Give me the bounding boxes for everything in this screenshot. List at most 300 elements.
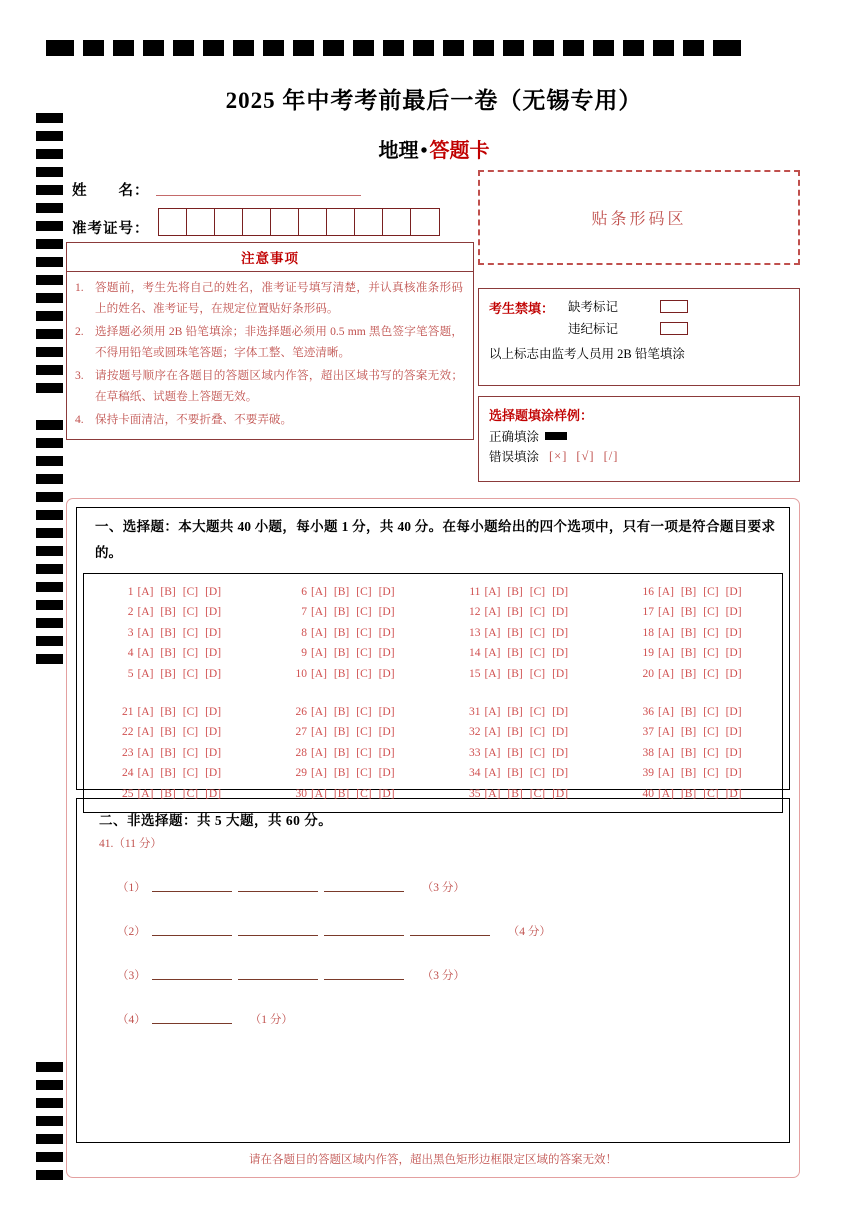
choice-question-number: 15 — [468, 667, 481, 680]
choice-option-bubble[interactable]: [A] — [657, 767, 674, 780]
choice-row[interactable] — [117, 643, 228, 663]
choice-option-bubble[interactable]: [C] — [356, 647, 372, 660]
invigilator-mark-checkbox[interactable] — [660, 300, 688, 313]
sub-question-tag: （2） — [117, 926, 146, 938]
ticket-number-input[interactable] — [158, 208, 440, 236]
choice-option-bubble[interactable]: [C] — [703, 667, 719, 680]
choice-option-bubble[interactable]: [D] — [552, 667, 569, 680]
choice-option-bubble[interactable]: [B] — [160, 626, 176, 639]
choice-option-bubble[interactable]: [B] — [507, 606, 523, 619]
choice-question-number: 31 — [468, 705, 481, 718]
sub-question-points: （3 分） — [421, 970, 465, 982]
choice-option-bubble[interactable]: [A] — [484, 705, 501, 718]
notice-list — [67, 272, 473, 439]
choice-option-bubble[interactable]: [C] — [356, 667, 372, 680]
choice-option-bubble[interactable]: [B] — [160, 726, 176, 739]
choice-row[interactable] — [117, 784, 228, 804]
choice-option-bubble[interactable]: [B] — [507, 787, 523, 800]
choice-option-bubble[interactable]: [C] — [703, 626, 719, 639]
choice-option-bubble[interactable]: [D] — [205, 705, 222, 718]
answer-blank[interactable] — [152, 978, 232, 980]
choice-row[interactable] — [638, 784, 749, 804]
multiple-choice-section — [76, 507, 790, 800]
choice-option-bubble[interactable]: [D] — [378, 746, 395, 759]
ticket-digit-cell[interactable] — [271, 209, 299, 235]
choice-option-bubble[interactable]: [D] — [552, 585, 569, 598]
choice-question-number: 9 — [301, 647, 307, 660]
choice-row[interactable] — [464, 743, 575, 763]
choice-option-bubble[interactable]: [B] — [160, 647, 176, 660]
name-input[interactable] — [156, 194, 361, 196]
choice-option-bubble[interactable]: [C] — [182, 726, 199, 739]
choice-column — [464, 582, 575, 684]
choice-option-bubble[interactable]: [A] — [310, 606, 327, 619]
choice-option-bubble[interactable]: [D] — [552, 726, 569, 739]
fill-sample-wrong-label: 错误填涂 — [489, 450, 540, 464]
choice-option-bubble[interactable]: [C] — [529, 585, 546, 598]
choice-option-bubble[interactable]: [B] — [333, 626, 350, 639]
choice-option-bubble[interactable]: [C] — [703, 705, 719, 718]
answer-blank[interactable] — [238, 934, 318, 936]
choice-row[interactable] — [638, 722, 749, 742]
choice-option-bubble[interactable]: [A] — [137, 726, 154, 739]
choice-option-bubble[interactable]: [A] — [137, 787, 154, 800]
notice-item-text: 请按题号顺序在各题目的答题区域内作答，超出区域书写的答案无效；在草稿纸、试题卷上答题无效。 — [95, 368, 463, 404]
choice-option-bubble[interactable]: [D] — [378, 626, 395, 639]
choice-row[interactable] — [464, 664, 575, 684]
choice-option-bubble[interactable]: [C] — [529, 767, 546, 780]
choice-option-bubble[interactable]: [C] — [529, 667, 546, 680]
choice-option-bubble[interactable]: [B] — [680, 667, 697, 680]
choice-option-bubble[interactable]: [D] — [378, 606, 395, 619]
choice-row[interactable] — [464, 623, 575, 643]
invigilator-marks-rows — [568, 297, 688, 341]
choice-option-bubble[interactable]: [B] — [507, 667, 523, 680]
choice-option-bubble[interactable]: [C] — [703, 647, 719, 660]
choice-option-bubble[interactable]: [B] — [333, 787, 350, 800]
invigilator-mark-checkbox[interactable] — [660, 322, 688, 335]
choice-option-bubble[interactable]: [D] — [378, 767, 395, 780]
choice-option-bubble[interactable]: [B] — [680, 606, 697, 619]
choice-option-bubble[interactable]: [C] — [529, 705, 546, 718]
sub-question-tag: （4） — [117, 1014, 146, 1026]
choice-question-number: 38 — [642, 746, 654, 759]
choice-row[interactable] — [638, 623, 749, 643]
timing-marks-left-group-3 — [36, 1062, 63, 1180]
choice-option-bubble[interactable]: [A] — [657, 647, 674, 660]
choice-option-bubble[interactable]: [D] — [725, 667, 742, 680]
choice-option-bubble[interactable]: [D] — [205, 626, 222, 639]
timing-mark — [36, 528, 63, 538]
choice-row[interactable] — [291, 623, 402, 643]
choice-option-bubble[interactable]: [B] — [680, 726, 697, 739]
choice-row[interactable] — [117, 763, 228, 783]
choice-option-bubble[interactable]: [A] — [137, 585, 154, 598]
choice-row[interactable] — [464, 722, 575, 742]
choice-option-bubble[interactable]: [D] — [725, 705, 742, 718]
choice-option-bubble[interactable]: [A] — [484, 787, 501, 800]
choice-option-bubble[interactable]: [B] — [333, 585, 350, 598]
choice-option-bubble[interactable]: [C] — [529, 726, 546, 739]
choice-option-bubble[interactable]: [C] — [529, 647, 546, 660]
timing-marks-left-group-1 — [36, 113, 63, 393]
notice-item-text: 答题前，考生先将自己的姓名，准考证号填写清楚，并认真核准条形码上的姓名、准考证号，在规定位置贴好条形码。 — [95, 281, 463, 316]
choice-option-bubble[interactable]: [C] — [356, 726, 372, 739]
invigilator-marks-note — [489, 344, 789, 362]
choice-option-bubble[interactable]: [D] — [552, 606, 569, 619]
timing-mark — [36, 383, 63, 393]
choice-option-bubble[interactable]: [C] — [529, 626, 546, 639]
choice-option-bubble[interactable]: [D] — [378, 705, 395, 718]
answer-blank[interactable] — [152, 934, 232, 936]
choice-option-bubble[interactable]: [B] — [507, 626, 523, 639]
choice-option-bubble[interactable]: [C] — [356, 787, 372, 800]
choice-option-bubble[interactable]: [B] — [333, 647, 350, 660]
answer-card-label: 答题卡 — [429, 140, 490, 162]
choice-column — [117, 702, 228, 804]
choice-row[interactable] — [464, 702, 575, 722]
choice-option-bubble[interactable]: [A] — [310, 726, 327, 739]
choice-option-bubble[interactable]: [C] — [703, 767, 719, 780]
answer-blank[interactable] — [324, 934, 404, 936]
choice-question-number: 29 — [295, 767, 307, 780]
fill-sample-correct-label: 正确填涂 — [489, 430, 540, 444]
choice-option-bubble[interactable]: [A] — [484, 726, 501, 739]
choice-option-bubble[interactable]: [A] — [657, 626, 674, 639]
fill-sample-wrong-row — [489, 447, 789, 465]
choice-question-number: 13 — [468, 626, 481, 639]
choice-option-bubble[interactable]: [C] — [182, 667, 199, 680]
choice-option-bubble[interactable]: [D] — [552, 647, 569, 660]
choice-row[interactable] — [638, 582, 749, 602]
timing-mark — [36, 275, 63, 285]
choice-question-number: 30 — [295, 787, 307, 800]
choice-option-bubble[interactable]: [A] — [137, 647, 154, 660]
free-response-section — [76, 798, 790, 1143]
choice-column — [638, 702, 749, 804]
timing-mark — [36, 600, 63, 610]
choice-option-bubble[interactable]: [C] — [356, 767, 372, 780]
choice-row[interactable] — [291, 643, 402, 663]
ticket-digit-cell[interactable] — [215, 209, 243, 235]
choice-row[interactable] — [464, 784, 575, 804]
choice-option-bubble[interactable]: [B] — [333, 667, 350, 680]
ticket-number-label: 准考证号： — [72, 221, 150, 237]
choice-option-bubble[interactable]: [D] — [378, 585, 395, 598]
choice-option-bubble[interactable]: [D] — [552, 626, 569, 639]
choice-option-bubble[interactable]: [D] — [378, 787, 395, 800]
choice-option-bubble[interactable]: [D] — [725, 767, 742, 780]
choice-option-bubble[interactable]: [A] — [657, 726, 674, 739]
choice-option-bubble[interactable]: [C] — [182, 626, 199, 639]
choice-option-bubble[interactable]: [B] — [680, 626, 697, 639]
choice-option-bubble[interactable]: [D] — [205, 647, 222, 660]
choice-option-bubble[interactable]: [C] — [182, 647, 199, 660]
question-41-subquestions — [77, 879, 789, 1027]
choice-option-bubble[interactable]: [A] — [657, 606, 674, 619]
choice-option-bubble[interactable]: [B] — [680, 585, 697, 598]
choice-row[interactable] — [638, 702, 749, 722]
page-title: 2025 年中考考前最后一卷（无锡专用） — [225, 88, 643, 113]
sub-question-points: （1 分） — [249, 1014, 293, 1026]
choice-question-number: 23 — [121, 746, 134, 759]
choice-option-bubble[interactable]: [C] — [182, 606, 199, 619]
choice-row[interactable] — [291, 743, 402, 763]
choice-row[interactable] — [638, 743, 749, 763]
wrong-mark-icons — [549, 449, 627, 464]
choice-question-number: 11 — [469, 585, 481, 598]
choice-option-bubble[interactable]: [B] — [333, 606, 350, 619]
choice-option-bubble[interactable]: [C] — [529, 606, 546, 619]
choice-row[interactable] — [291, 664, 402, 684]
choice-option-bubble[interactable]: [D] — [205, 726, 222, 739]
choice-option-bubble[interactable]: [A] — [657, 667, 674, 680]
choice-option-bubble[interactable]: [C] — [529, 746, 546, 759]
choice-option-bubble[interactable]: [B] — [160, 787, 176, 800]
choice-option-bubble[interactable]: [D] — [552, 767, 569, 780]
choice-option-bubble[interactable]: [D] — [205, 767, 222, 780]
choice-option-bubble[interactable]: [C] — [356, 746, 372, 759]
ticket-digit-cell[interactable] — [187, 209, 215, 235]
choice-row[interactable] — [638, 643, 749, 663]
choice-option-bubble[interactable]: [D] — [205, 787, 222, 800]
invigilator-mark-row — [568, 297, 688, 315]
timing-mark — [36, 1062, 63, 1072]
choice-row[interactable] — [464, 763, 575, 783]
ticket-digit-cell[interactable] — [355, 209, 383, 235]
choice-option-bubble[interactable]: [D] — [378, 726, 395, 739]
choice-row[interactable] — [291, 763, 402, 783]
subject-name: 地理 — [378, 140, 419, 162]
choice-option-bubble[interactable]: [B] — [507, 726, 523, 739]
choice-option-bubble[interactable]: [B] — [160, 767, 176, 780]
choice-option-bubble[interactable]: [A] — [310, 746, 327, 759]
choice-option-bubble[interactable]: [B] — [160, 746, 176, 759]
choice-option-bubble[interactable]: [C] — [182, 767, 199, 780]
choice-row[interactable] — [117, 743, 228, 763]
ticket-digit-cell[interactable] — [383, 209, 411, 235]
choice-option-bubble[interactable]: [D] — [725, 746, 742, 759]
choice-option-bubble[interactable]: [A] — [137, 667, 154, 680]
sub-question-points: （4 分） — [507, 926, 551, 938]
answer-blank[interactable] — [152, 890, 232, 892]
answer-blank[interactable] — [238, 978, 318, 980]
choice-option-bubble[interactable]: [A] — [310, 585, 327, 598]
choice-row[interactable] — [638, 664, 749, 684]
choice-row[interactable] — [291, 602, 402, 622]
choice-question-number: 40 — [642, 787, 654, 800]
choice-option-bubble[interactable]: [A] — [310, 626, 327, 639]
choice-column — [291, 582, 402, 684]
choice-option-bubble[interactable]: [C] — [529, 787, 546, 800]
timing-mark — [36, 492, 63, 502]
choice-option-bubble[interactable]: [B] — [680, 787, 697, 800]
choice-option-bubble[interactable]: [C] — [703, 787, 719, 800]
choice-option-bubble[interactable]: [C] — [703, 585, 719, 598]
choice-option-bubble[interactable]: [A] — [310, 705, 327, 718]
choice-option-bubble[interactable]: [D] — [725, 606, 742, 619]
timing-mark — [36, 1116, 63, 1126]
choice-option-bubble[interactable]: [D] — [378, 667, 395, 680]
choice-option-bubble[interactable]: [B] — [333, 705, 350, 718]
choice-row[interactable] — [638, 763, 749, 783]
answer-blank[interactable] — [410, 934, 490, 936]
choice-row[interactable] — [117, 664, 228, 684]
ticket-digit-cell[interactable] — [411, 209, 439, 235]
ticket-digit-cell[interactable] — [243, 209, 271, 235]
choice-option-bubble[interactable]: [C] — [182, 705, 199, 718]
choice-option-bubble[interactable]: [D] — [552, 787, 569, 800]
choice-option-bubble[interactable]: [A] — [484, 746, 501, 759]
wrong-mark-icon: [/] — [603, 448, 619, 463]
choice-option-bubble[interactable]: [A] — [137, 606, 154, 619]
choice-option-bubble[interactable]: [B] — [680, 647, 697, 660]
timing-mark — [36, 456, 63, 466]
notice-item — [75, 277, 463, 320]
choice-option-bubble[interactable]: [B] — [160, 705, 176, 718]
choice-option-bubble[interactable]: [D] — [552, 746, 569, 759]
choice-question-number: 27 — [295, 726, 307, 739]
choice-option-bubble[interactable]: [B] — [160, 585, 176, 598]
invigilator-marks-grid — [489, 297, 789, 341]
choice-option-bubble[interactable]: [C] — [182, 787, 199, 800]
invigilator-mark-label: 缺考标记 — [568, 300, 619, 314]
choice-row[interactable] — [291, 582, 402, 602]
choice-option-bubble[interactable]: [A] — [657, 705, 674, 718]
choice-option-bubble[interactable]: [B] — [507, 585, 523, 598]
choice-option-bubble[interactable]: [C] — [356, 705, 372, 718]
choice-row[interactable] — [117, 623, 228, 643]
choice-option-bubble[interactable]: [A] — [484, 667, 501, 680]
sub-question-row — [77, 1011, 789, 1027]
choice-option-bubble[interactable]: [C] — [356, 626, 372, 639]
identity-fields — [72, 170, 472, 238]
choice-option-bubble[interactable]: [B] — [160, 606, 176, 619]
sub-question-row — [77, 879, 789, 895]
choice-option-bubble[interactable]: [B] — [333, 767, 350, 780]
choice-option-bubble[interactable]: [A] — [310, 767, 327, 780]
choice-option-bubble[interactable]: [B] — [333, 726, 350, 739]
choice-option-bubble[interactable]: [B] — [160, 667, 176, 680]
choice-option-bubble[interactable]: [D] — [378, 647, 395, 660]
choice-option-bubble[interactable]: [B] — [507, 746, 523, 759]
choice-option-bubble[interactable]: [C] — [182, 746, 199, 759]
choice-row[interactable] — [117, 702, 228, 722]
choice-option-bubble[interactable]: [C] — [356, 585, 372, 598]
choice-option-bubble[interactable]: [D] — [725, 585, 742, 598]
choice-option-bubble[interactable]: [C] — [703, 746, 719, 759]
choice-row[interactable] — [291, 784, 402, 804]
choice-row[interactable] — [117, 722, 228, 742]
choice-option-bubble[interactable]: [A] — [484, 606, 501, 619]
choice-column — [291, 702, 402, 804]
choice-row[interactable] — [464, 602, 575, 622]
choice-option-bubble[interactable]: [D] — [205, 606, 222, 619]
choice-option-bubble[interactable]: [A] — [484, 585, 501, 598]
choice-row[interactable] — [464, 582, 575, 602]
choice-question-number: 1 — [127, 585, 134, 598]
choice-option-bubble[interactable]: [B] — [680, 767, 697, 780]
notice-item-number: 2. — [75, 324, 84, 338]
timing-mark — [36, 293, 63, 303]
choice-option-bubble[interactable]: [A] — [657, 585, 674, 598]
answer-blank[interactable] — [152, 1022, 232, 1024]
choice-option-bubble[interactable]: [C] — [356, 606, 372, 619]
choice-option-bubble[interactable]: [A] — [137, 626, 154, 639]
ticket-digit-cell[interactable] — [327, 209, 355, 235]
choice-row[interactable] — [291, 722, 402, 742]
choice-option-bubble[interactable]: [B] — [333, 746, 350, 759]
choice-option-bubble[interactable]: [A] — [137, 767, 154, 780]
choice-option-bubble[interactable]: [A] — [310, 667, 327, 680]
choice-option-bubble[interactable]: [D] — [725, 787, 742, 800]
choice-option-bubble[interactable]: [A] — [310, 647, 327, 660]
sub-question-row — [77, 967, 789, 983]
ticket-field-row — [72, 208, 472, 238]
timing-mark — [36, 185, 63, 195]
choice-option-bubble[interactable]: [C] — [703, 726, 719, 739]
choice-option-bubble[interactable]: [B] — [507, 705, 523, 718]
choice-option-bubble[interactable]: [D] — [725, 626, 742, 639]
choice-option-bubble[interactable]: [A] — [657, 787, 674, 800]
choice-option-bubble[interactable]: [D] — [205, 585, 222, 598]
choice-option-bubble[interactable]: [A] — [310, 787, 327, 800]
choice-option-bubble[interactable]: [C] — [703, 606, 719, 619]
choice-option-bubble[interactable]: [B] — [680, 746, 697, 759]
choice-option-bubble[interactable]: [D] — [725, 726, 742, 739]
choice-option-bubble[interactable]: [D] — [725, 647, 742, 660]
choice-option-bubble[interactable]: [B] — [507, 647, 523, 660]
choice-option-bubble[interactable]: [D] — [552, 705, 569, 718]
choice-row[interactable] — [638, 602, 749, 622]
choice-row[interactable] — [117, 582, 228, 602]
choice-question-number: 5 — [127, 667, 134, 680]
choice-option-bubble[interactable]: [A] — [137, 746, 154, 759]
filled-bubble-icon — [545, 432, 567, 440]
timing-mark — [36, 131, 63, 141]
timing-mark — [36, 618, 63, 628]
choice-option-bubble[interactable]: [B] — [507, 767, 523, 780]
choice-option-bubble[interactable]: [D] — [205, 667, 222, 680]
notice-item-text: 保持卡面清洁，不要折叠、不要弄破。 — [95, 412, 293, 426]
choice-option-bubble[interactable]: [B] — [680, 705, 697, 718]
ticket-digit-cell[interactable] — [299, 209, 327, 235]
choice-option-bubble[interactable]: [A] — [484, 647, 501, 660]
choice-question-number: 12 — [468, 606, 481, 619]
answer-blank[interactable] — [324, 978, 404, 980]
choice-row[interactable] — [117, 602, 228, 622]
timing-mark — [36, 636, 63, 646]
ticket-digit-cell[interactable] — [159, 209, 187, 235]
choice-option-bubble[interactable]: [A] — [137, 705, 154, 718]
question-41-number: 41.（11 分） — [99, 838, 162, 850]
choice-option-bubble[interactable]: [A] — [657, 746, 674, 759]
choice-block — [86, 582, 780, 684]
answer-blank[interactable] — [324, 890, 404, 892]
choice-row[interactable] — [291, 702, 402, 722]
choice-option-bubble[interactable]: [A] — [484, 626, 501, 639]
timing-mark — [36, 365, 63, 375]
choice-row[interactable] — [464, 643, 575, 663]
wrong-mark-icon: [√] — [576, 448, 595, 463]
choice-question-number: 36 — [642, 705, 654, 718]
choice-option-bubble[interactable]: [D] — [205, 746, 222, 759]
choice-option-bubble[interactable]: [C] — [182, 585, 199, 598]
choice-option-bubble[interactable]: [A] — [484, 767, 501, 780]
timing-mark — [36, 582, 63, 592]
choice-question-number: 39 — [642, 767, 654, 780]
answer-blank[interactable] — [238, 890, 318, 892]
